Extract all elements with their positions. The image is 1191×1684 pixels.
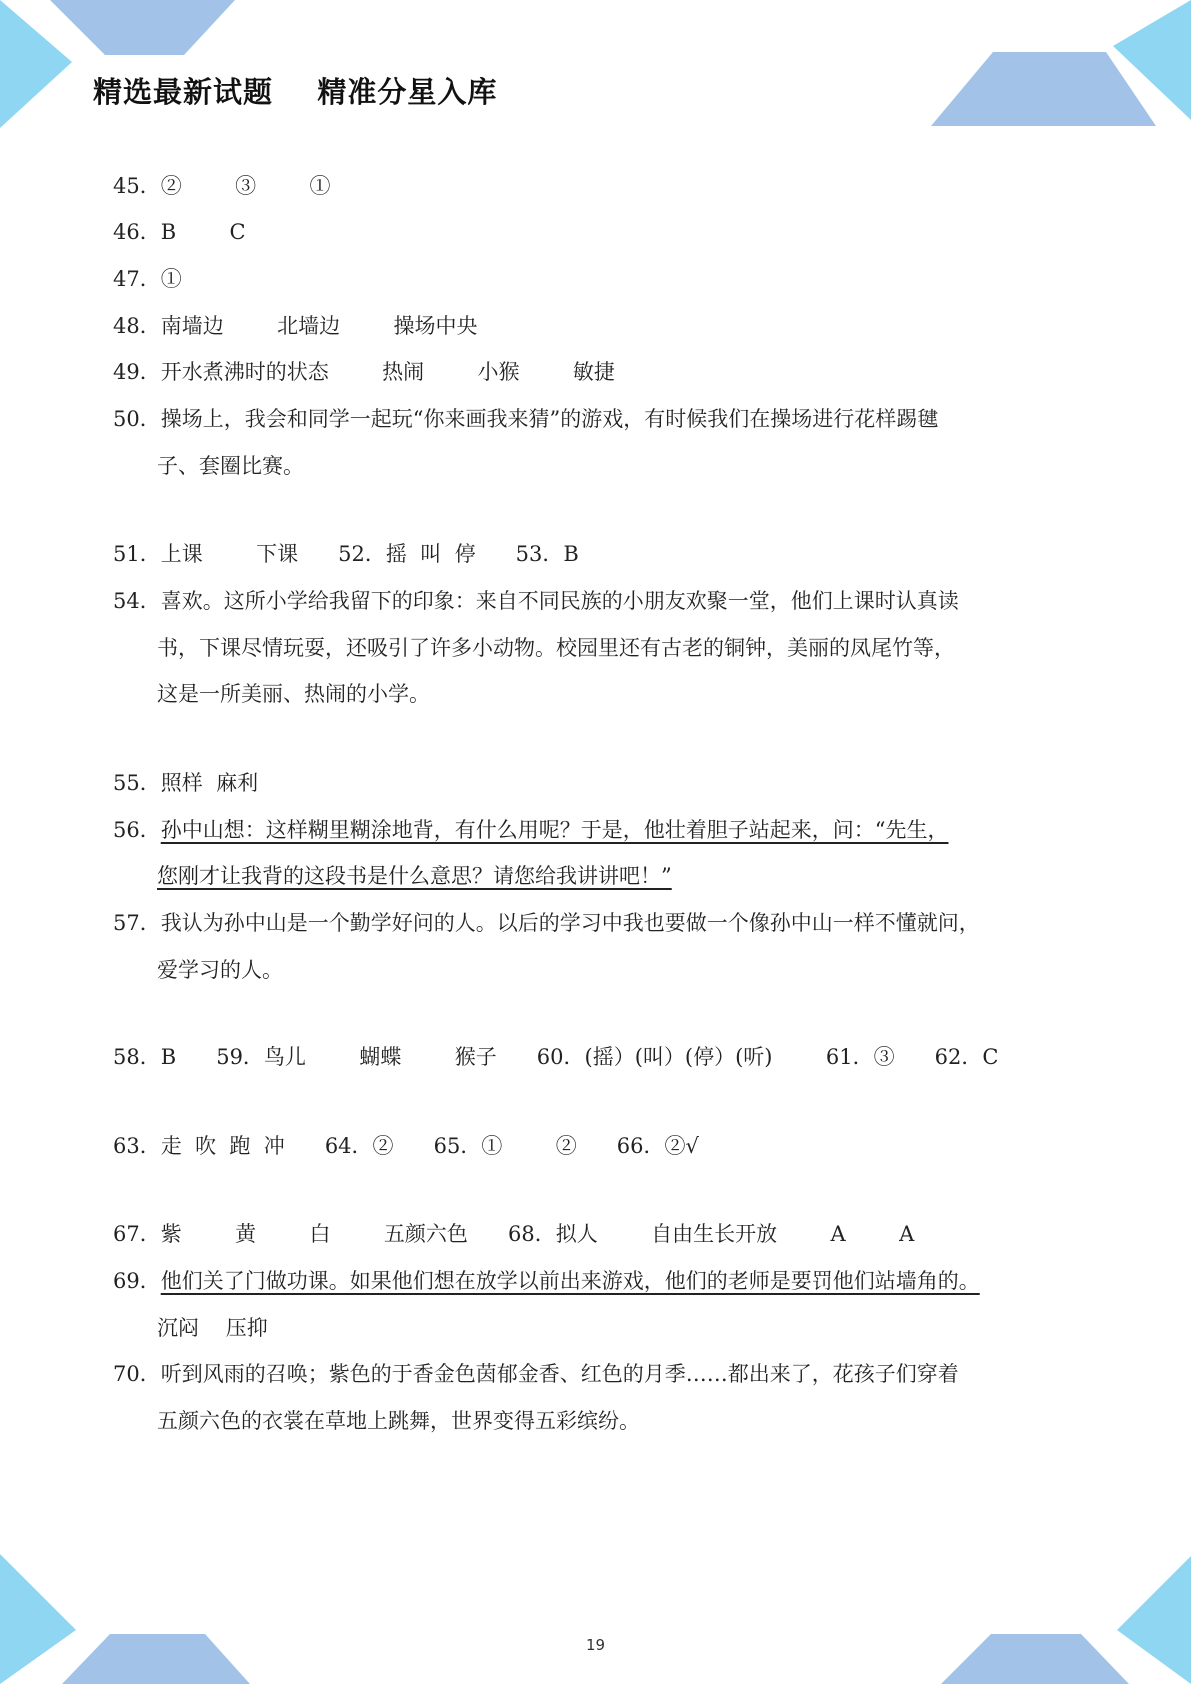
answer-number: 56．	[113, 818, 161, 842]
answer-line: 五颜六色的衣裳在草地上跳舞，世界变得五彩缤纷。	[157, 1409, 640, 1433]
underlined-quote: 您刚才让我背的这段书是什么意思？请您给我讲讲吧！”	[157, 864, 672, 888]
answer-line: 48．南墙边 北墙边 操场中央	[113, 314, 478, 338]
answer-line: 55．照样 麻利	[113, 771, 259, 795]
answer-line: 67．紫 黄 白 五颜六色 68．拟人 自由生长开放 A A	[113, 1222, 915, 1246]
answer-line	[113, 1269, 980, 1293]
answer-line: 50．操场上，我会和同学一起玩“你来画我来猜”的游戏，有时候我们在操场进行花样踢毽	[113, 407, 939, 431]
page-number: 19	[585, 1636, 606, 1654]
underlined-sentence: 他们关了门做功课。如果他们想在放学以前出来游戏，他们的老师是要罚他们站墙角的。	[160, 1269, 980, 1293]
answer-line: 沉闷 压抑	[157, 1316, 268, 1340]
answer-line: 47．①	[113, 267, 182, 291]
answer-line: 63．走 吹 跑 冲 64．② 65．① ② 66．②√	[113, 1134, 699, 1158]
answer-line: 45．② ③ ①	[113, 174, 331, 198]
answer-line: 58．B 59．鸟儿 蝴蝶 猴子 60．(摇）(叫）(停）(听) 61．③ 62．C	[113, 1045, 999, 1069]
bottom-right-decoration	[931, 1534, 1191, 1684]
answer-line: 54．喜欢。这所小学给我留下的印象：来自不同民族的小朋友欢聚一堂，他们上课时认真读	[113, 589, 959, 613]
bottom-left-decoration	[0, 1534, 260, 1684]
header-title: 精选最新试题 精准分星入库	[93, 75, 498, 109]
answer-number: 69．	[113, 1269, 161, 1293]
answer-line	[113, 818, 948, 842]
answer-line: 爱学习的人。	[157, 958, 283, 982]
answer-line: 46．B C	[113, 220, 246, 244]
answer-line: 70．听到风雨的召唤；紫色的于香金色茵郁金香、红色的月季……都出来了，花孩子们穿着	[113, 1362, 959, 1386]
answer-line: 49．开水煮沸时的状态 热闹 小猴 敏捷	[113, 360, 615, 384]
answer-line: 子、套圈比赛。	[157, 454, 304, 478]
answer-line: 书，下课尽情玩耍，还吸引了许多小动物。校园里还有古老的铜钟，美丽的凤尾竹等，	[157, 636, 955, 660]
underlined-quote: 孙中山想：这样糊里糊涂地背，有什么用呢？于是，他壮着胆子站起来，问：“先生，	[160, 818, 949, 842]
top-right-decoration	[931, 0, 1191, 140]
answer-line: 51．上课 下课 52．摇 叫 停 53．B	[113, 542, 579, 566]
answer-line: 这是一所美丽、热闹的小学。	[157, 682, 430, 706]
answer-line: 57．我认为孙中山是一个勤学好问的人。以后的学习中我也要做一个像孙中山一样不懂就问，	[113, 911, 980, 935]
